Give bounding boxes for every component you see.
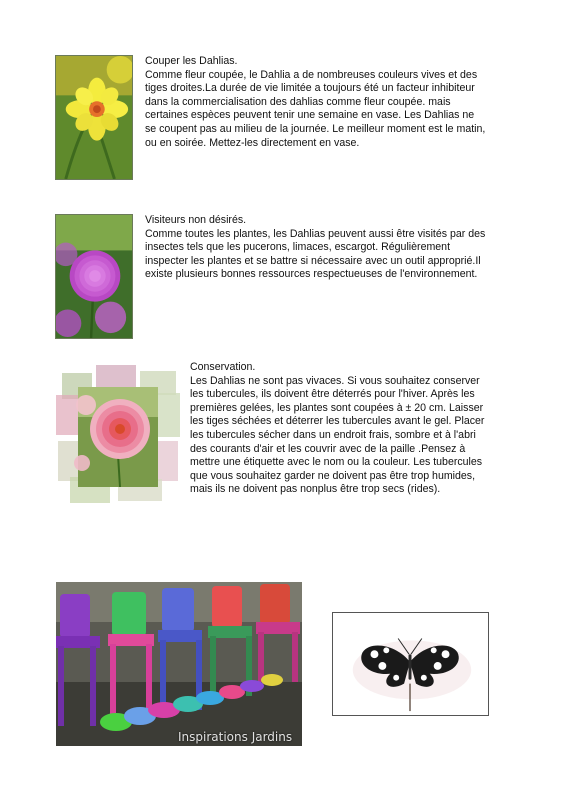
- text-line: que vous souhaitez garder ne doivent pas être trop humides,: [190, 469, 476, 482]
- section-title: Couper les Dahlias.: [145, 55, 238, 67]
- butterfly-image: [332, 612, 489, 716]
- garden-chairs-image: [56, 582, 302, 746]
- coral-dahlia-collage: [56, 365, 180, 505]
- pink-dahlia-image: [55, 214, 133, 339]
- text-line: certaines espèces peuvent tenir une semaine en vase. Les Dahlias ne: [145, 109, 475, 122]
- text-line: les tubercules, ils doivent être déterrés pour l'hiver. Après les: [190, 388, 475, 401]
- section-title: Conservation.: [190, 361, 256, 373]
- text-line: tiges droites.La durée de vie limitée a toujours été un facteur inhibiteur: [145, 82, 475, 95]
- text-line: se coupent pas au milieu de la journée. Le meilleur moment est le matin,: [145, 122, 486, 135]
- text-line: Les Dahlias ne sont pas vivaces. Si vous souhaitez conserver: [190, 374, 480, 387]
- text-line: mais ils ne doivent pas nonplus être trop secs (rides).: [190, 483, 441, 496]
- text-line: premières gelées, les plantes sont coupées à ± 20 cm. Laisser: [190, 401, 484, 414]
- text-line: des courants d'air et les couvrir avec de la paille .Pensez à: [190, 442, 466, 455]
- section-title: Visiteurs non désirés.: [145, 214, 247, 226]
- watermark-text: Inspirations Jardins: [178, 730, 293, 744]
- text-line: mettre une étiquette avec le nom ou la couleur. Les tubercules: [190, 456, 483, 469]
- text-line: les tubercules sécher dans un endroit frais, sombre et à l'abri: [190, 428, 476, 441]
- text-line: inspecter les plantes et se battre si nécessaire avec un outil approprié.Il: [145, 254, 481, 267]
- text-line: existe plusieurs bonnes ressources respectueuses de l'environnement.: [145, 268, 478, 281]
- yellow-dahlia-image: [55, 55, 133, 180]
- text-line: ou en soirée. Mettez-les directement en vase.: [145, 136, 360, 149]
- section-cutting: [145, 55, 525, 150]
- section-pests: [145, 214, 530, 282]
- section-storage: [190, 361, 530, 497]
- text-line: insectes tels que les pucerons, limaces, escargot. Régulièrement: [145, 241, 451, 254]
- text-line: dans la commercialisation des dahlias comme fleur coupée. mais: [145, 95, 451, 108]
- text-line: les tiges séchées et déterrer les tubercules avant le gel. Placer: [190, 415, 485, 428]
- text-line: Comme fleur coupée, le Dahlia a de nombreuses couleurs vives et des: [145, 68, 478, 81]
- text-line: Comme toutes les plantes, les Dahlias peuvent aussi être visités par des: [145, 227, 486, 240]
